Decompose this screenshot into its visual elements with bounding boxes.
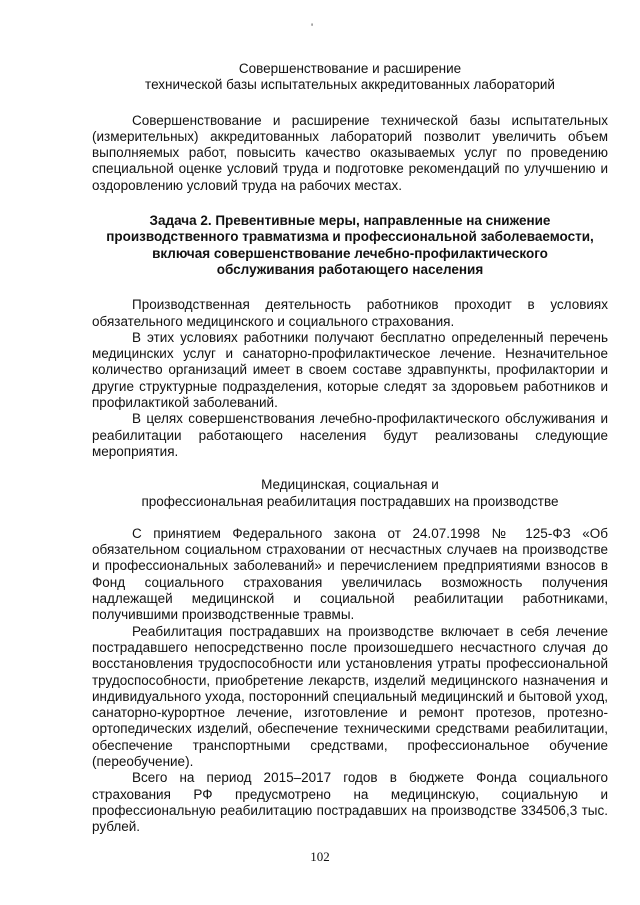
page-number: 102 — [310, 849, 330, 864]
section3-heading-line-1: Медицинская, социальная и — [261, 477, 439, 493]
section3-paragraph-2: Реабилитация пострадавших на производстве включает в себя лечение пострадавшего непосредственно после произошедшего несчастного случая до восстановления трудоспособности или установления утраты профессиональной трудоспособности, приобретение лекарств, изделий медицинского назначения и индивидуального ухода, посторонний специальный медицинский и бытовой уход, санаторно-курортное лечение, изготовление и ремонт протезов, протезно-ортопедических изделий, обеспечение техническими средствами реабилитации, обеспечение транспортными средствами, профессиональное обучение (переобучение). — [92, 623, 608, 769]
section1-heading-line-2: технической базы испытательных аккредитованных лабораторий — [145, 77, 555, 93]
task2-heading-line-3: включая совершенствование лечебно-профилактического — [152, 245, 548, 261]
task2-paragraph-3: В целях совершенствования лечебно-профилактического обслуживания и реабилитации работающего населения будут реализованы следующие мероприятия. — [92, 411, 608, 459]
task2-paragraph-2: В этих условиях работники получают бесплатно определенный перечень медицинских услуг и санаторно-профилактическое лечение. Незначительное количество организаций имеет в своем составе здравпункты, профилактории и другие структурные подразделения, которые следят за здоровьем работников и профилактикой заболеваний. — [92, 329, 608, 411]
task2-paragraph-1: Производственная деятельность работников проходит в условиях обязательного медицинского и социального страхования. — [92, 297, 608, 329]
page-content — [92, 61, 608, 835]
section1-paragraph: Совершенствование и расширение технической базы испытательных (измерительных) аккредитованных лабораторий позволит увеличить объем выполняемых работ, повысить качество оказываемых услуг по проведению специальной оценке условий труда и подготовке рекомендаций по улучшению и оздоровлению условий труда на рабочих местах. — [92, 112, 608, 193]
section3-paragraph-1: С принятием Федерального закона от 24.07.1998 № 125-ФЗ «Об обязательном социальном страховании от несчастных случаев на производстве и профессиональных заболеваний» и перечислением предприятиями взносов в Фонд социального страхования увеличилась возможность получения надлежащей медицинской и социальной реабилитации работниками, получившими производственные травмы. — [92, 525, 608, 623]
task2-heading-line-2: производственного травматизма и профессиональной заболеваемости, — [106, 229, 594, 245]
scan-mark: ' — [311, 22, 314, 34]
task2-heading-line-1: Задача 2. Превентивные меры, направленные на снижение — [149, 213, 551, 229]
task2-heading-line-4: обслуживания работающего населения — [216, 261, 484, 277]
section3-paragraph-3: Всего на период 2015–2017 годов в бюджете Фонда социального страхования РФ предусмотрено на медицинскую, социальную и профессиональную реабилитацию пострадавших на производстве 334506,3 тыс. рублей. — [92, 770, 608, 835]
section1-heading-line-1: Совершенствование и расширение — [238, 61, 462, 76]
section3-heading-line-2: профессиональная реабилитация пострадавших на производстве — [141, 493, 559, 509]
